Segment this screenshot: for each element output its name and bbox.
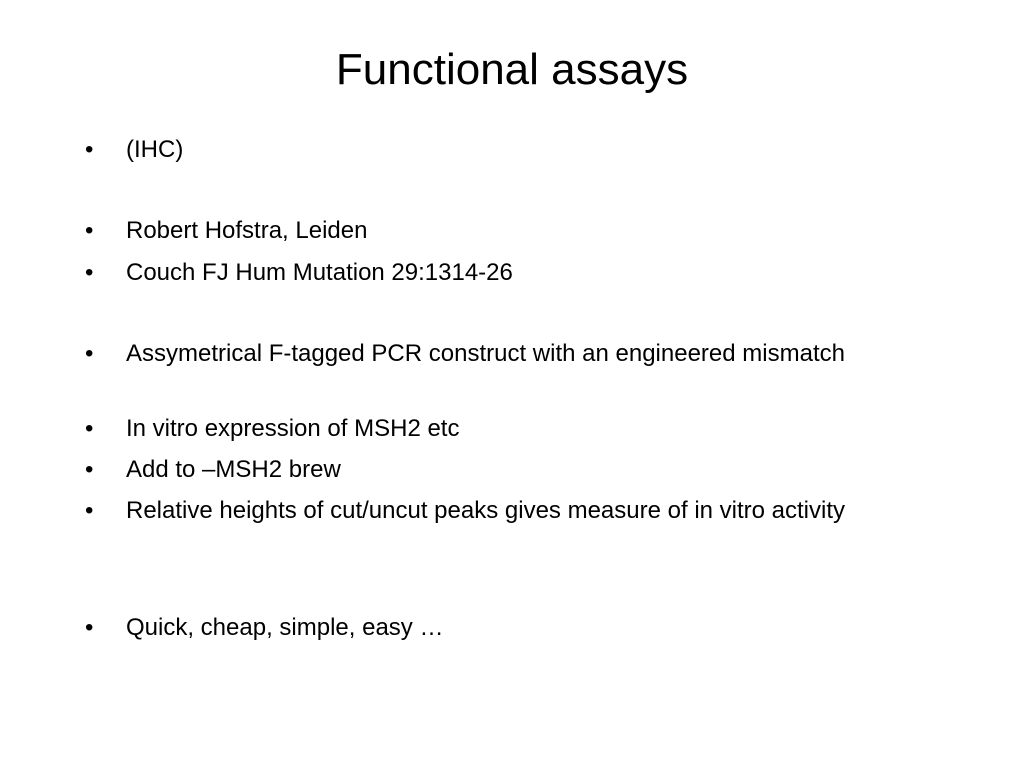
bullet-item: [85, 214, 925, 248]
bullet-marker: •: [85, 217, 94, 244]
bullet-marker: •: [85, 456, 94, 483]
bullet-item: [85, 256, 925, 290]
bullet-text: Quick, cheap, simple, easy …: [126, 614, 444, 641]
bullet-item: [85, 133, 925, 167]
slide-title: Functional assays: [335, 45, 689, 94]
bullet-text: Assymetrical F-tagged PCR construct with an engineered mismatch: [126, 340, 845, 367]
bullet-marker: •: [85, 259, 94, 286]
bullet-text: Relative heights of cut/uncut peaks gives measure of in vitro activity: [126, 497, 846, 524]
bullet-item: [85, 337, 925, 371]
bullet-text: (IHC): [126, 136, 184, 163]
bullet-marker: •: [85, 497, 94, 524]
bullet-text: Couch FJ Hum Mutation 29:1314-26: [126, 259, 513, 286]
bullet-item: [85, 453, 925, 487]
bullet-text: Add to –MSH2 brew: [126, 456, 341, 483]
bullet-text: In vitro expression of MSH2 etc: [126, 415, 460, 442]
bullet-marker: •: [85, 614, 94, 641]
bullet-marker: •: [85, 340, 94, 367]
bullet-marker: •: [85, 415, 94, 442]
bullet-text: Robert Hofstra, Leiden: [126, 217, 368, 244]
bullet-marker: •: [85, 136, 94, 163]
bullet-item: [85, 412, 925, 446]
bullet-item: [85, 494, 925, 528]
bullet-item: [85, 611, 925, 645]
